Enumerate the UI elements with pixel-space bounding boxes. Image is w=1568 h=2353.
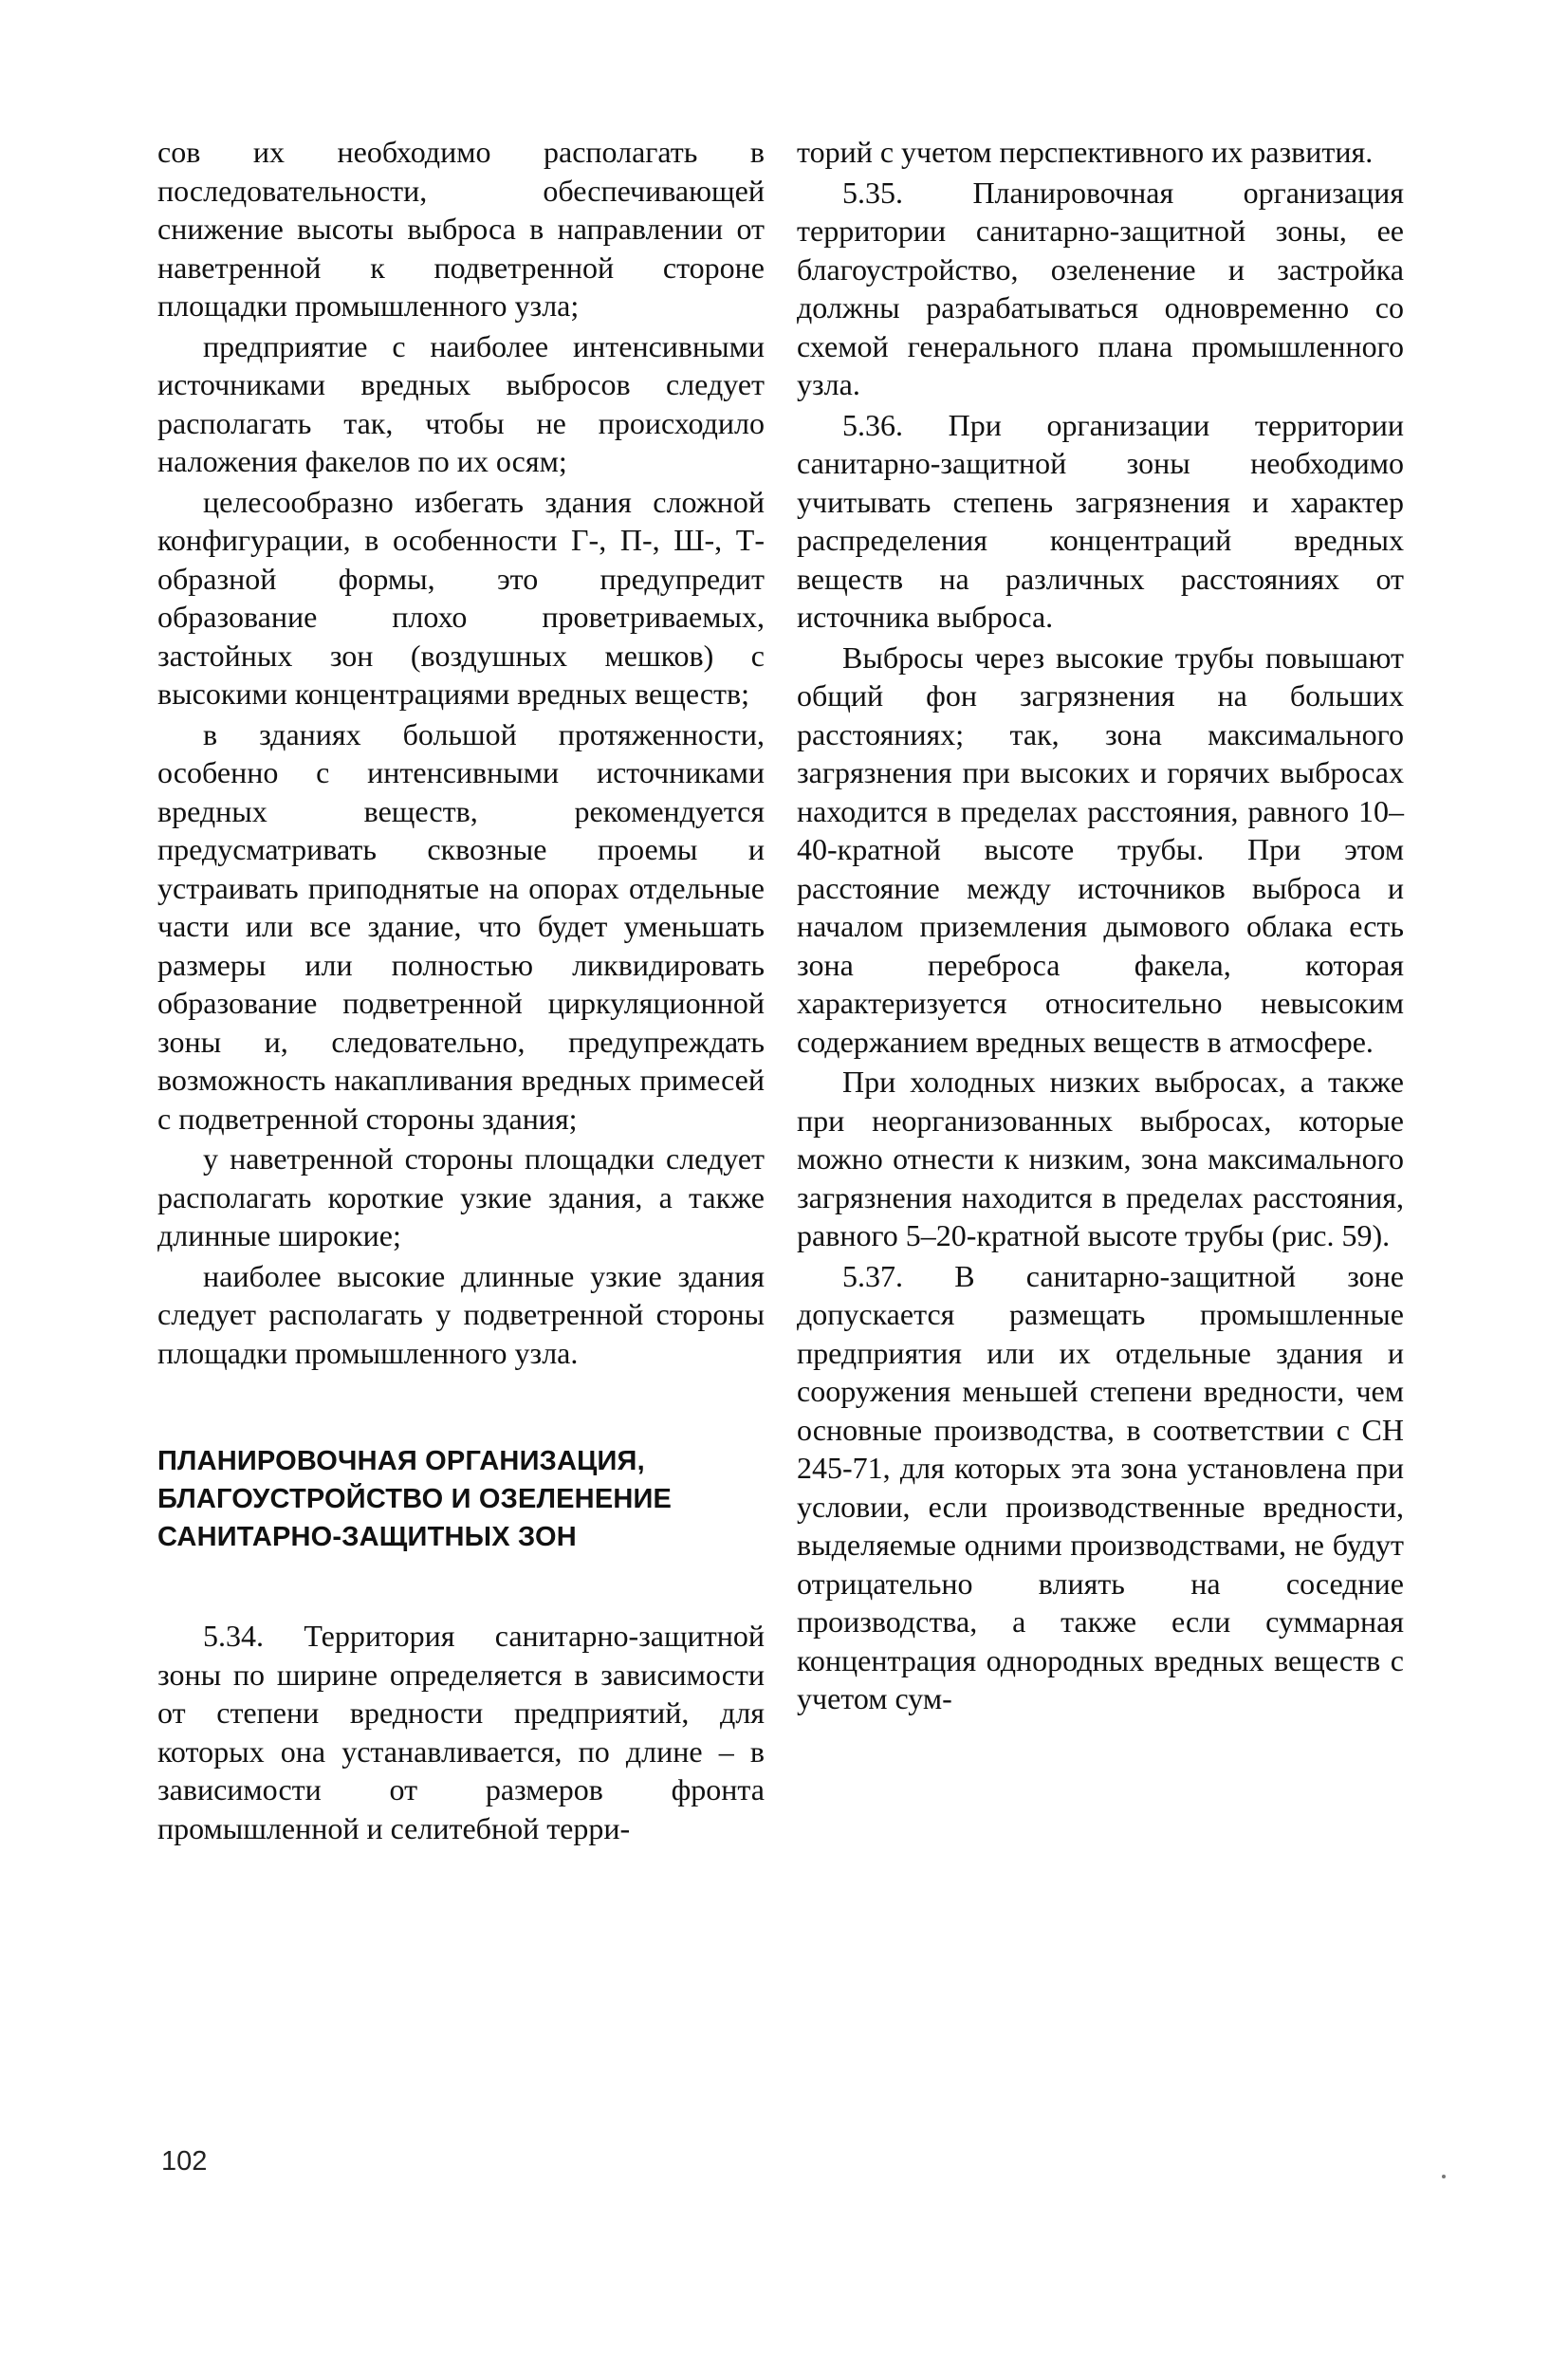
- section-heading-line: ПЛАНИРОВОЧНАЯ ОРГАНИЗАЦИЯ,: [157, 1446, 645, 1476]
- section-heading: [157, 1442, 765, 1556]
- paragraph: в зданиях большой протяженности, особенно с интенсивными источниками вредных веществ, рекомендуется предусматривать сквозные проемы и устраивать приподнятые на опорах отдельные части или все здание, что будет уменьшать размеры или полностью ликвидировать образование подветренной циркуляционной зоны и, следовательно, предупреждать возможность накапливания вредных примесей с подветренной стороны здания;: [157, 716, 765, 1136]
- paragraph-5-34: 5.34. Территория санитарно-защитной зоны по ширине определяется в зависимости от степени вредности предприятий, для которых она устанавливается, по длине – в зависимости от размеров фронта промышленной и селитебной терри-: [157, 1619, 765, 1845]
- paragraph-continuation: торий с учетом перспективного их развития.: [797, 135, 1374, 169]
- left-column: [157, 133, 765, 1847]
- scan-speck: [1442, 2175, 1446, 2178]
- paragraph: целесообразно избегать здания сложной конфигурации, в особенности Г-, П-, Ш-, Т-образной формы, это предупредит образование плохо проветриваемых, застойных зон (воздушных мешков) с высокими концентрациями вредных веществ;: [157, 484, 765, 711]
- paragraph: наиболее высокие длинные узкие здания следует располагать у подветренной стороны площадки промышленного узла.: [157, 1258, 765, 1370]
- paragraph-5-36: 5.36. При организации территории санитарно-защитной зоны необходимо учитывать степень загрязнения и характер распределения концентраций вредных веществ на различных расстояниях от источника выброса.: [797, 407, 1404, 634]
- paragraph: При холодных низких выбросах, а также при неорганизованных выбросах, которые можно отнести к низким, зона максимального загрязнения находится в пределах расстояния, равного 5–20-кратной высоте трубы (рис. 59).: [797, 1065, 1404, 1252]
- section-heading-line: БЛАГОУСТРОЙСТВО И ОЗЕЛЕНЕНИЕ: [157, 1484, 673, 1514]
- right-column: [797, 133, 1404, 1718]
- paragraph-5-37: 5.37. В санитарно-защитной зоне допускается размещать промышленные предприятия или их отдельные здания и сооружения меньшей степени вредности, чем основные производства, в соответствии с СН 245-71, для которых эта зона установлена при условии, если производственные вредности, выделяемые одними производствами, не будут отрицательно влиять на соседние производства, а также если суммарная концентрация однородных вредных веществ с учетом сум-: [797, 1258, 1404, 1715]
- page-number: 102: [161, 2146, 208, 2177]
- paragraph: у наветренной стороны площадки следует располагать короткие узкие здания, а также длинные широкие;: [157, 1141, 765, 1252]
- section-heading-line: САНИТАРНО-ЗАЩИТНЫХ ЗОН: [157, 1522, 577, 1552]
- paragraph-5-35: 5.35. Планировочная организация территории санитарно-защитной зоны, ее благоустройство, озеленение и застройка должны разрабатываться одновременно со схемой генерального плана промышленного узла.: [797, 175, 1404, 401]
- paragraph: Выбросы через высокие трубы повышают общий фон загрязнения на больших расстояниях; так, зона максимального загрязнения при высоких и горячих выбросах находится в пределах расстояния, равного 10–40-кратной высоте трубы. При этом расстояние между источников выброса и началом приземления дымового облака есть зона переброса факела, которая характеризуется относительно невысоким содержанием вредных веществ в атмосфере.: [797, 639, 1404, 1059]
- paragraph: предприятие с наиболее интенсивными источниками вредных выбросов следует располагать так, чтобы не происходило наложения факелов по их осям;: [157, 328, 765, 478]
- paragraph-continuation: сов их необходимо располагать в последовательности, обеспечивающей снижение высоты выброса в направлении от наветренной к подветренной стороне площадки промышленного узла;: [157, 135, 765, 323]
